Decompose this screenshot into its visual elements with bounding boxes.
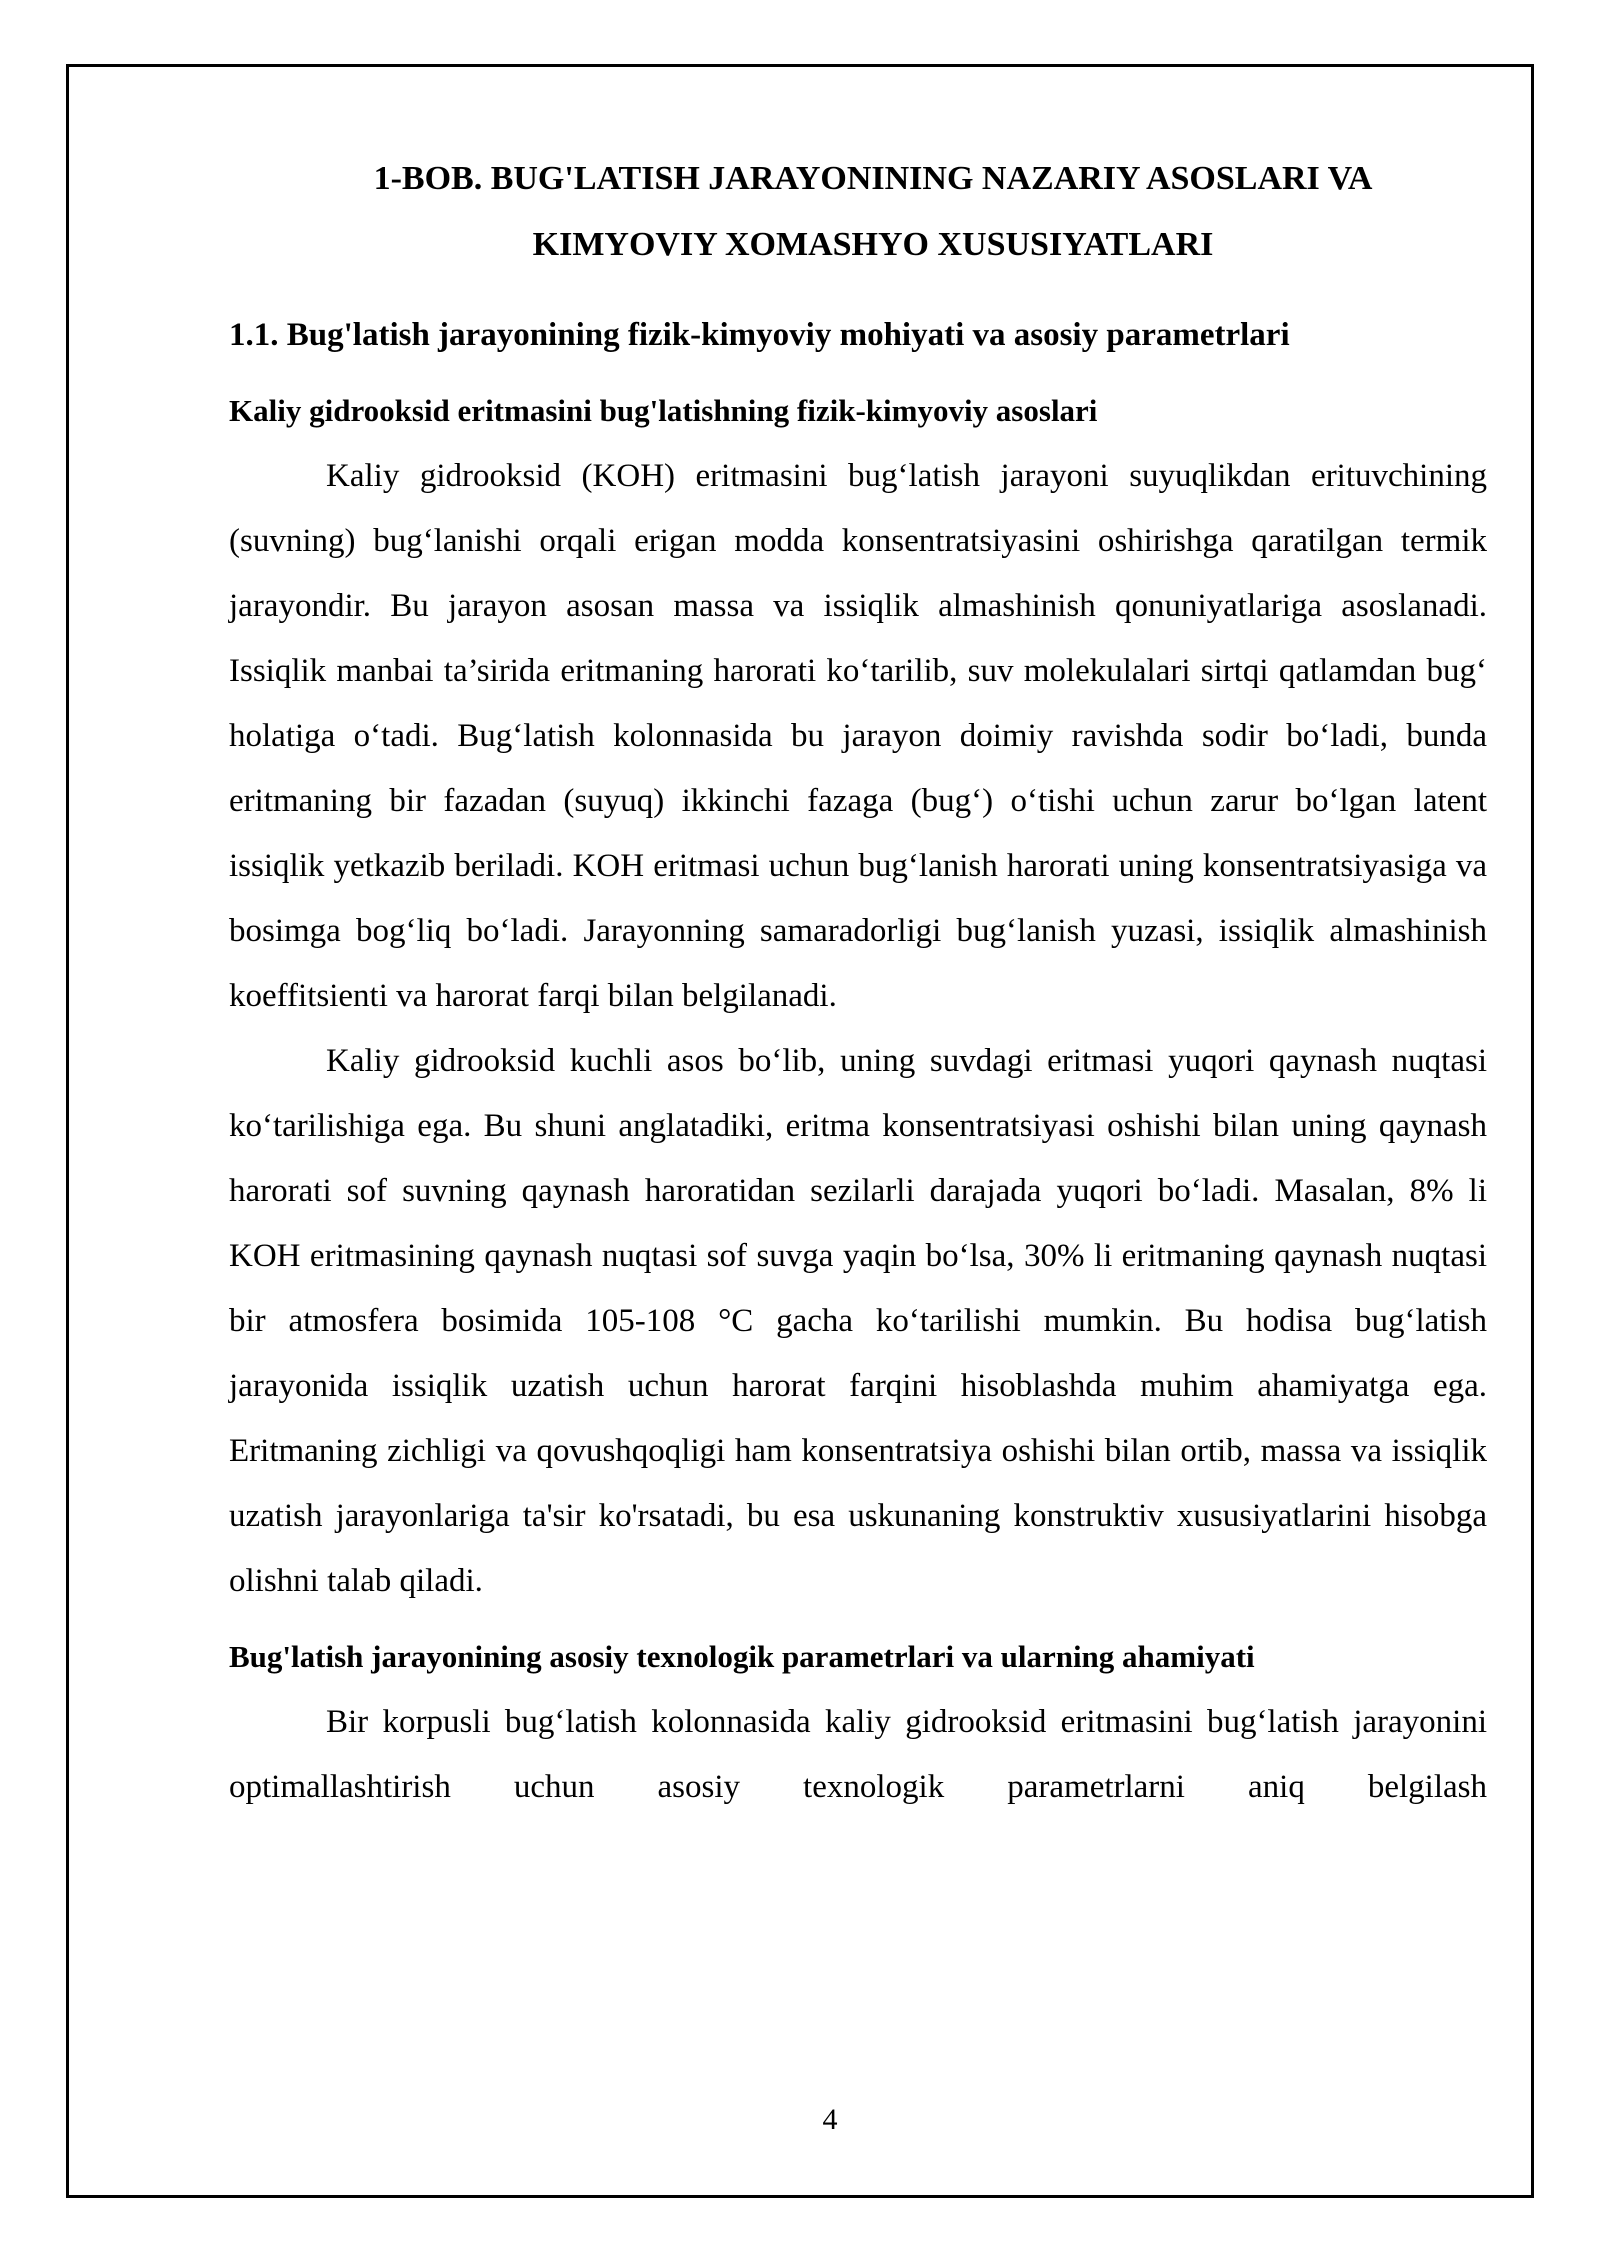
paragraph-2: Kaliy gidrooksid kuchli asos bo‘lib, uning suvdagi eritmasi yuqori qaynash nuqtasi ko‘tarilishiga ega. Bu shuni anglatadiki, eritma konsentratsiyasi oshishi bilan uning qaynash harorati sof suvning qaynash haroratidan sezilarli darajada yuqori bo‘ladi. Masalan, 8% li KOH eritmasining qaynash nuqtasi sof suvga yaqin bo‘lsa, 30% li eritmaning qaynash nuqtasi bir atmosfera bosimida 105-108 °C gacha ko‘tarilishi mumkin. Bu hodisa bug‘latish jarayonida issiqlik uzatish uchun harorat farqini hisoblashda muhim ahamiyatga ega. Eritmaning zichligi va qovushqoqligi ham konsentratsiya oshishi bilan ortib, massa va issiqlik uzatish jarayonlariga ta'sir ko'rsatadi, bu esa uskunaning konstruktiv xususiyatlarini hisobga olishni talab qiladi.: [229, 1043, 1487, 1599]
page-number: 4: [822, 2103, 838, 2136]
chapter-title: [229, 146, 1487, 278]
chapter-title-line-2: KIMYOVIY XOMASHYO XUSUSIYATLARI: [532, 226, 1214, 263]
section-title: 1.1. Bug'latish jarayonining fizik-kimyoviy mohiyati va asosiy parametrlari: [229, 317, 1290, 353]
subsection-title-2: Bug'latish jarayonining asosiy texnologik parametrlari va ularning ahamiyati: [229, 1639, 1255, 1674]
chapter-title-line-1: 1-BOB. BUG'LATISH JARAYONINING NAZARIY ASOSLARI VA: [373, 160, 1373, 197]
document-body: [229, 146, 1487, 1820]
paragraph-3: Bir korpusli bug‘latish kolonnasida kaliy gidrooksid eritmasini bug‘latish jarayonini optimallashtirish uchun asosiy texnologik parametrlarni aniq belgilash: [229, 1704, 1487, 1805]
subsection-title-1: Kaliy gidrooksid eritmasini bug'latishning fizik-kimyoviy asoslari: [229, 393, 1098, 428]
paragraph-1: Kaliy gidrooksid (KOH) eritmasini bug‘latish jarayoni suyuqlikdan erituvchining (suvning) bug‘lanishi orqali erigan modda konsentratsiyasini oshirishga qaratilgan termik jarayondir. Bu jarayon asosan massa va issiqlik almashinish qonuniyatlariga asoslanadi. Issiqlik manbai ta’sirida eritmaning harorati ko‘tarilib, suv molekulalari sirtqi qatlamdan bug‘ holatiga o‘tadi. Bug‘latish kolonnasida bu jarayon doimiy ravishda sodir bo‘ladi, bunda eritmaning bir fazadan (suyuq) ikkinchi fazaga (bug‘) o‘tishi uchun zarur bo‘lgan latent issiqlik yetkazib beriladi. KOH eritmasi uchun bug‘lanish harorati uning konsentratsiyasiga va bosimga bog‘liq bo‘ladi. Jarayonning samaradorligi bug‘lanish yuzasi, issiqlik almashinish koeffitsienti va harorat farqi bilan belgilanadi.: [229, 458, 1487, 1014]
